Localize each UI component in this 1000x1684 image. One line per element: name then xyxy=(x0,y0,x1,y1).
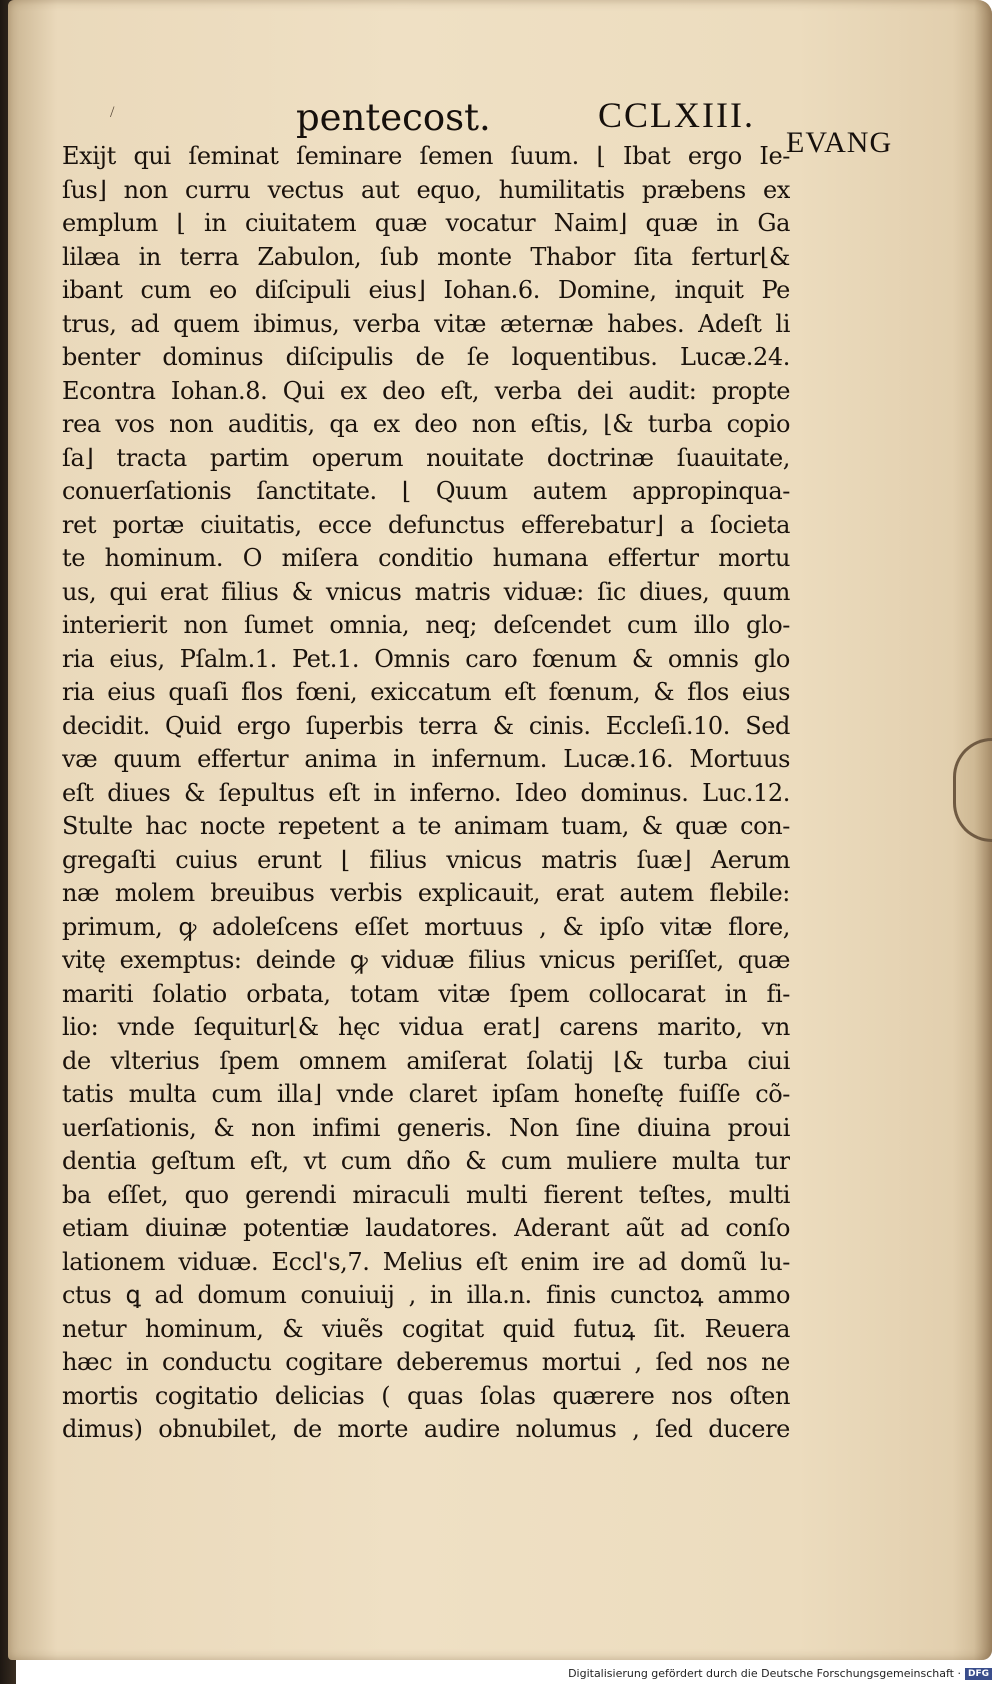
text-line: us, qui erat filius & vnicus matris viduæ: ſic diues, quum xyxy=(62,577,790,606)
text-line: etiam diuinæ potentiæ laudatores. Aderant aũt ad conſo xyxy=(62,1214,790,1242)
text-line: ſa⌋ tracta partim operum nouitate doctrinæ ſuauitate, xyxy=(62,443,790,472)
text-line: ria eius, Pſalm.1. Pet.1. Omnis caro fœnum & omnis glo xyxy=(62,644,790,673)
text-line: ret portæ ciuitatis, ecce defunctus efferebatur⌋ a ſocieta xyxy=(62,510,790,539)
text-line: netur hominum, & viuẽs cogitat quid futuꝝ ſit. Reuera xyxy=(62,1314,790,1343)
text-line: ba eſſet, quo gerendi miraculi multi fierent teſtes, multi xyxy=(62,1180,790,1209)
thumb-index-tab xyxy=(953,738,992,842)
text-line: te hominum. O miſera conditio humana effertur mortu xyxy=(62,544,790,572)
body-text xyxy=(62,140,790,1447)
text-line: trus, ad quem ibimus, verba vitæ æternæ habes. Adeſt li xyxy=(62,309,790,338)
text-line: væ quum effertur anima in infernum. Lucæ.16. Mortuus xyxy=(62,745,790,773)
text-line: vitę exemptus: deinde ꝙ viduæ filius vnicus periſſet, quæ xyxy=(62,946,790,974)
text-line: Stulte hac nocte repetent a te animam tuam, & quæ con- xyxy=(62,812,790,840)
text-line: rea vos non auditis, qa ex deo non eſtis, ⌊& turba copio xyxy=(62,410,790,438)
text-line: dentia geſtum eſt, vt cum dño & cum muliere multa tur xyxy=(62,1147,790,1175)
text-line: lio: vnde ſequitur⌊& hęc vidua erat⌋ carens marito, vn xyxy=(62,1013,790,1041)
text-line: Econtra Iohan.8. Qui ex deo eſt, verba dei audit: propte xyxy=(62,376,790,405)
margin-note: EVANG xyxy=(786,126,893,159)
text-line: eſt diues & ſepultus eſt in inferno. Ideo dominus. Luc.12. xyxy=(62,778,790,807)
credit-text: Digitalisierung gefördert durch die Deutsche Forschungsgemeinschaft · xyxy=(568,1667,961,1680)
text-line: conuerſationis ſanctitate. ⌊ Quum autem appropinqua- xyxy=(62,477,790,505)
text-line: mariti ſolatio orbata, totam vitæ ſpem collocarat in fi- xyxy=(62,979,790,1008)
text-line: emplum ⌊ in ciuitatem quæ vocatur Naim⌋ quæ in Ga xyxy=(62,209,790,237)
folio-number: CCLXIII. xyxy=(598,95,755,135)
text-line: ibant cum eo diſcipuli eius⌋ Iohan.6. Domine, inquit Pe xyxy=(62,276,790,304)
text-line: mortis cogitatio delicias ( quas ſolas quærere nos oſten xyxy=(62,1381,790,1410)
dfg-logo: DFG xyxy=(965,1668,992,1680)
text-line: ria eius quaſi flos fœni, exiccatum eſt fœnum, & flos eius xyxy=(62,678,790,706)
text-line: de vlterius ſpem omnem amiſerat ſolatij ⌊& turba ciui xyxy=(62,1046,790,1075)
text-line: ſus⌋ non curru vectus aut equo, humilitatis præbens ex xyxy=(62,175,790,204)
text-line: interierit non ſumet omnia, neq; deſcendet cum illo glo- xyxy=(62,611,790,639)
text-line: gregaſti cuius erunt ⌊ filius vnicus matris ſuæ⌋ Aerum xyxy=(62,845,790,874)
text-line: lationem viduæ. Eccl's,7. Melius eſt enim ire ad domũ lu- xyxy=(62,1247,790,1276)
text-line: primum, ꝙ adoleſcens eſſet mortuus , & ipſo vitæ flore, xyxy=(62,912,790,941)
text-line: tatis multa cum illa⌋ vnde claret ipſam honeſtę fuiſſe cõ- xyxy=(62,1080,790,1108)
text-line: benter dominus diſcipulis de ſe loquentibus. Lucæ.24. xyxy=(62,343,790,371)
text-line: ctus ꝗ ad domum conuiuij , in illa.n. finis cunctoꝝ ammo xyxy=(62,1281,790,1309)
text-line: decidit. Quid ergo ſuperbis terra & cinis. Eccleſi.10. Sed xyxy=(62,711,790,740)
text-line: dimus) obnubilet, de morte audire nolumus , ſed ducere xyxy=(62,1415,790,1443)
text-line: Exijt qui ſeminat ſeminare ſemen ſuum. ⌊ Ibat ergo Ie- xyxy=(62,142,790,170)
running-head: pentecost. xyxy=(296,96,491,139)
text-line: uerſationis, & non infimi generis. Non ſine diuina proui xyxy=(62,1113,790,1142)
text-line: lilæa in terra Zabulon, ſub monte Thabor ſita fertur⌊& xyxy=(62,242,790,271)
text-line: næ molem breuibus verbis explicauit, erat autem flebile: xyxy=(62,879,790,907)
text-line: hæc in conductu cogitare deberemus mortui , ſed nos ne xyxy=(62,1348,790,1376)
digitization-credit xyxy=(568,1667,992,1680)
ink-mark: / xyxy=(110,104,115,121)
